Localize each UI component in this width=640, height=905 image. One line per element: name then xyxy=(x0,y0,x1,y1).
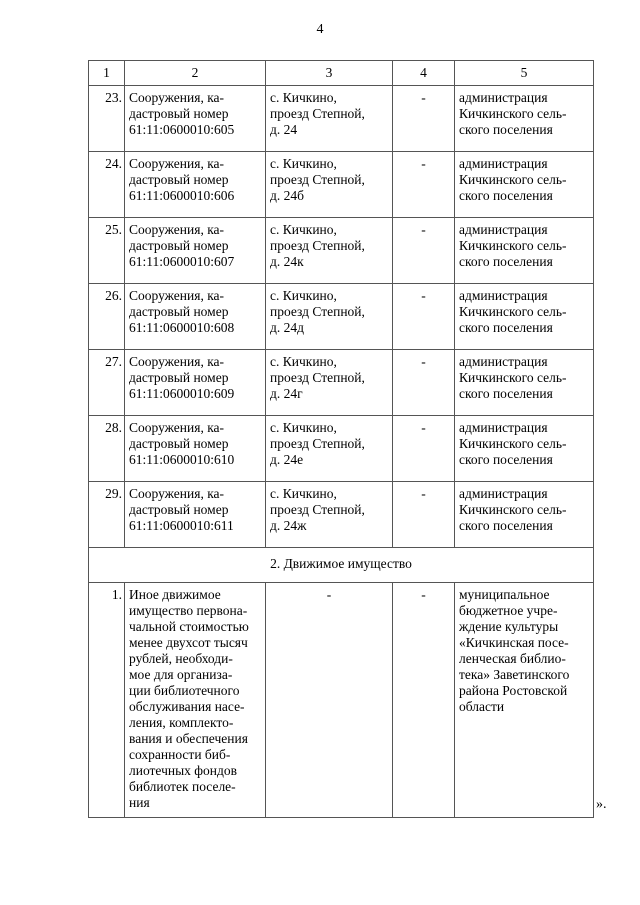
object-address: - xyxy=(266,583,393,818)
row-number: 27. xyxy=(89,350,125,416)
cell-line: дастровый номер xyxy=(129,172,229,187)
cell-line: Кичкинского сель- xyxy=(459,436,567,451)
cell-line: с. Кичкино, xyxy=(270,288,337,303)
cell-line: с. Кичкино, xyxy=(270,156,337,171)
cell-line: администрация xyxy=(459,486,548,501)
property-table xyxy=(88,60,594,818)
column-4-value: - xyxy=(393,284,455,350)
row-number: 29. xyxy=(89,482,125,548)
cell-line: Кичкинского сель- xyxy=(459,502,567,517)
column-4-value: - xyxy=(393,350,455,416)
object-address xyxy=(266,218,393,284)
cell-line: 61:11:0600010:605 xyxy=(129,122,235,137)
cell-line: 61:11:0600010:609 xyxy=(129,386,235,401)
table-row xyxy=(89,482,594,548)
object-address xyxy=(266,86,393,152)
cell-line: ского поселения xyxy=(459,188,553,203)
header-cell: 4 xyxy=(393,61,455,86)
table-row xyxy=(89,416,594,482)
cell-line: чальной стоимостью xyxy=(129,619,249,634)
column-4-value: - xyxy=(393,86,455,152)
object-address xyxy=(266,284,393,350)
cell-line: лиотечных фондов xyxy=(129,763,238,778)
cell-line: Сооружения, ка- xyxy=(129,486,225,501)
column-4-value: - xyxy=(393,482,455,548)
row-number: 25. xyxy=(89,218,125,284)
cell-line: с. Кичкино, xyxy=(270,354,337,369)
cell-line: д. 24ж xyxy=(270,518,307,533)
cell-line: 61:11:0600010:606 xyxy=(129,188,235,203)
rights-holder xyxy=(455,482,594,548)
header-cell: 1 xyxy=(89,61,125,86)
cell-line: 61:11:0600010:607 xyxy=(129,254,235,269)
cell-line: д. 24г xyxy=(270,386,303,401)
cell-line: д. 24 xyxy=(270,122,298,137)
rights-holder xyxy=(455,152,594,218)
object-name xyxy=(125,152,266,218)
rights-holder xyxy=(455,416,594,482)
cell-line: бюджетное учре- xyxy=(459,603,558,618)
table-row xyxy=(89,284,594,350)
object-name xyxy=(125,482,266,548)
column-4-value: - xyxy=(393,152,455,218)
table-row xyxy=(89,152,594,218)
row-number: 26. xyxy=(89,284,125,350)
table-header-row xyxy=(89,61,594,86)
cell-line: ского поселения xyxy=(459,320,553,335)
cell-line: проезд Степной, xyxy=(270,502,365,517)
cell-line: ния xyxy=(129,795,150,810)
cell-line: ленческая библио- xyxy=(459,651,566,666)
row-number: 1. xyxy=(89,583,125,818)
cell-line: Кичкинского сель- xyxy=(459,304,567,319)
cell-line: Иное движимое xyxy=(129,587,221,602)
cell-line: проезд Степной, xyxy=(270,172,365,187)
cell-line: тека» Заветинского xyxy=(459,667,570,682)
rights-holder xyxy=(455,218,594,284)
header-cell: 3 xyxy=(266,61,393,86)
cell-line: дастровый номер xyxy=(129,370,229,385)
cell-line: администрация xyxy=(459,354,548,369)
rights-holder xyxy=(455,86,594,152)
cell-line: менее двухсот тысяч xyxy=(129,635,248,650)
cell-line: муниципальное xyxy=(459,587,550,602)
column-4-value: - xyxy=(393,583,455,818)
cell-line: 61:11:0600010:611 xyxy=(129,518,234,533)
cell-line: с. Кичкино, xyxy=(270,90,337,105)
cell-line: ского поселения xyxy=(459,518,553,533)
cell-line: библиотек поселе- xyxy=(129,779,236,794)
cell-line: д. 24б xyxy=(270,188,304,203)
cell-line: обслуживания насе- xyxy=(129,699,245,714)
cell-line: проезд Степной, xyxy=(270,238,365,253)
row-number: 28. xyxy=(89,416,125,482)
cell-line: администрация xyxy=(459,222,548,237)
cell-line: Сооружения, ка- xyxy=(129,90,225,105)
cell-line: Кичкинского сель- xyxy=(459,370,567,385)
cell-line: ского поселения xyxy=(459,254,553,269)
cell-line: рублей, необходи- xyxy=(129,651,233,666)
table-row xyxy=(89,86,594,152)
cell-line: проезд Степной, xyxy=(270,304,365,319)
header-cell: 2 xyxy=(125,61,266,86)
cell-line: ления, комплекто- xyxy=(129,715,234,730)
cell-line: администрация xyxy=(459,90,548,105)
column-4-value: - xyxy=(393,218,455,284)
cell-line: д. 24к xyxy=(270,254,304,269)
cell-line: Сооружения, ка- xyxy=(129,420,225,435)
cell-line: «Кичкинская посе- xyxy=(459,635,569,650)
cell-line: Сооружения, ка- xyxy=(129,156,225,171)
object-address xyxy=(266,416,393,482)
cell-line: Сооружения, ка- xyxy=(129,222,225,237)
cell-line: имущество первона- xyxy=(129,603,248,618)
cell-line: администрация xyxy=(459,156,548,171)
table-row xyxy=(89,583,594,818)
cell-line: района Ростовской xyxy=(459,683,568,698)
cell-line: Кичкинского сель- xyxy=(459,172,567,187)
section-row xyxy=(89,548,594,583)
header-cell: 5 xyxy=(455,61,594,86)
cell-line: Кичкинского сель- xyxy=(459,238,567,253)
object-name xyxy=(125,416,266,482)
cell-line: сохранности биб- xyxy=(129,747,231,762)
page-number: 4 xyxy=(316,22,324,37)
object-name xyxy=(125,583,266,818)
cell-line: администрация xyxy=(459,420,548,435)
cell-line: ждение культуры xyxy=(459,619,559,634)
cell-line: проезд Степной, xyxy=(270,370,365,385)
cell-line: ского поселения xyxy=(459,122,553,137)
rights-holder xyxy=(455,583,594,818)
column-4-value: - xyxy=(393,416,455,482)
cell-line: вания и обеспечения xyxy=(129,731,248,746)
row-number: 24. xyxy=(89,152,125,218)
section-title: 2. Движимое имущество xyxy=(89,548,594,583)
cell-line: ского поселения xyxy=(459,452,553,467)
cell-line: 61:11:0600010:610 xyxy=(129,452,235,467)
closing-quote-mark: ». xyxy=(596,797,607,812)
cell-line: д. 24е xyxy=(270,452,304,467)
object-address xyxy=(266,152,393,218)
cell-line: 61:11:0600010:608 xyxy=(129,320,235,335)
object-name xyxy=(125,350,266,416)
object-name xyxy=(125,218,266,284)
object-name xyxy=(125,284,266,350)
cell-line: Сооружения, ка- xyxy=(129,288,225,303)
cell-line: дастровый номер xyxy=(129,238,229,253)
table-row xyxy=(89,350,594,416)
cell-line: области xyxy=(459,699,505,714)
cell-line: дастровый номер xyxy=(129,436,229,451)
cell-line: ции библиотечного xyxy=(129,683,240,698)
cell-line: ского поселения xyxy=(459,386,553,401)
cell-line: проезд Степной, xyxy=(270,106,365,121)
cell-line: мое для организа- xyxy=(129,667,233,682)
cell-line: д. 24д xyxy=(270,320,304,335)
cell-line: дастровый номер xyxy=(129,106,229,121)
table-row xyxy=(89,218,594,284)
cell-line: проезд Степной, xyxy=(270,436,365,451)
cell-line: с. Кичкино, xyxy=(270,420,337,435)
cell-line: с. Кичкино, xyxy=(270,222,337,237)
cell-line: администрация xyxy=(459,288,548,303)
rights-holder xyxy=(455,284,594,350)
object-address xyxy=(266,482,393,548)
row-number: 23. xyxy=(89,86,125,152)
cell-line: с. Кичкино, xyxy=(270,486,337,501)
cell-line: дастровый номер xyxy=(129,502,229,517)
cell-line: дастровый номер xyxy=(129,304,229,319)
cell-line: Кичкинского сель- xyxy=(459,106,567,121)
object-address xyxy=(266,350,393,416)
rights-holder xyxy=(455,350,594,416)
object-name xyxy=(125,86,266,152)
cell-line: Сооружения, ка- xyxy=(129,354,225,369)
